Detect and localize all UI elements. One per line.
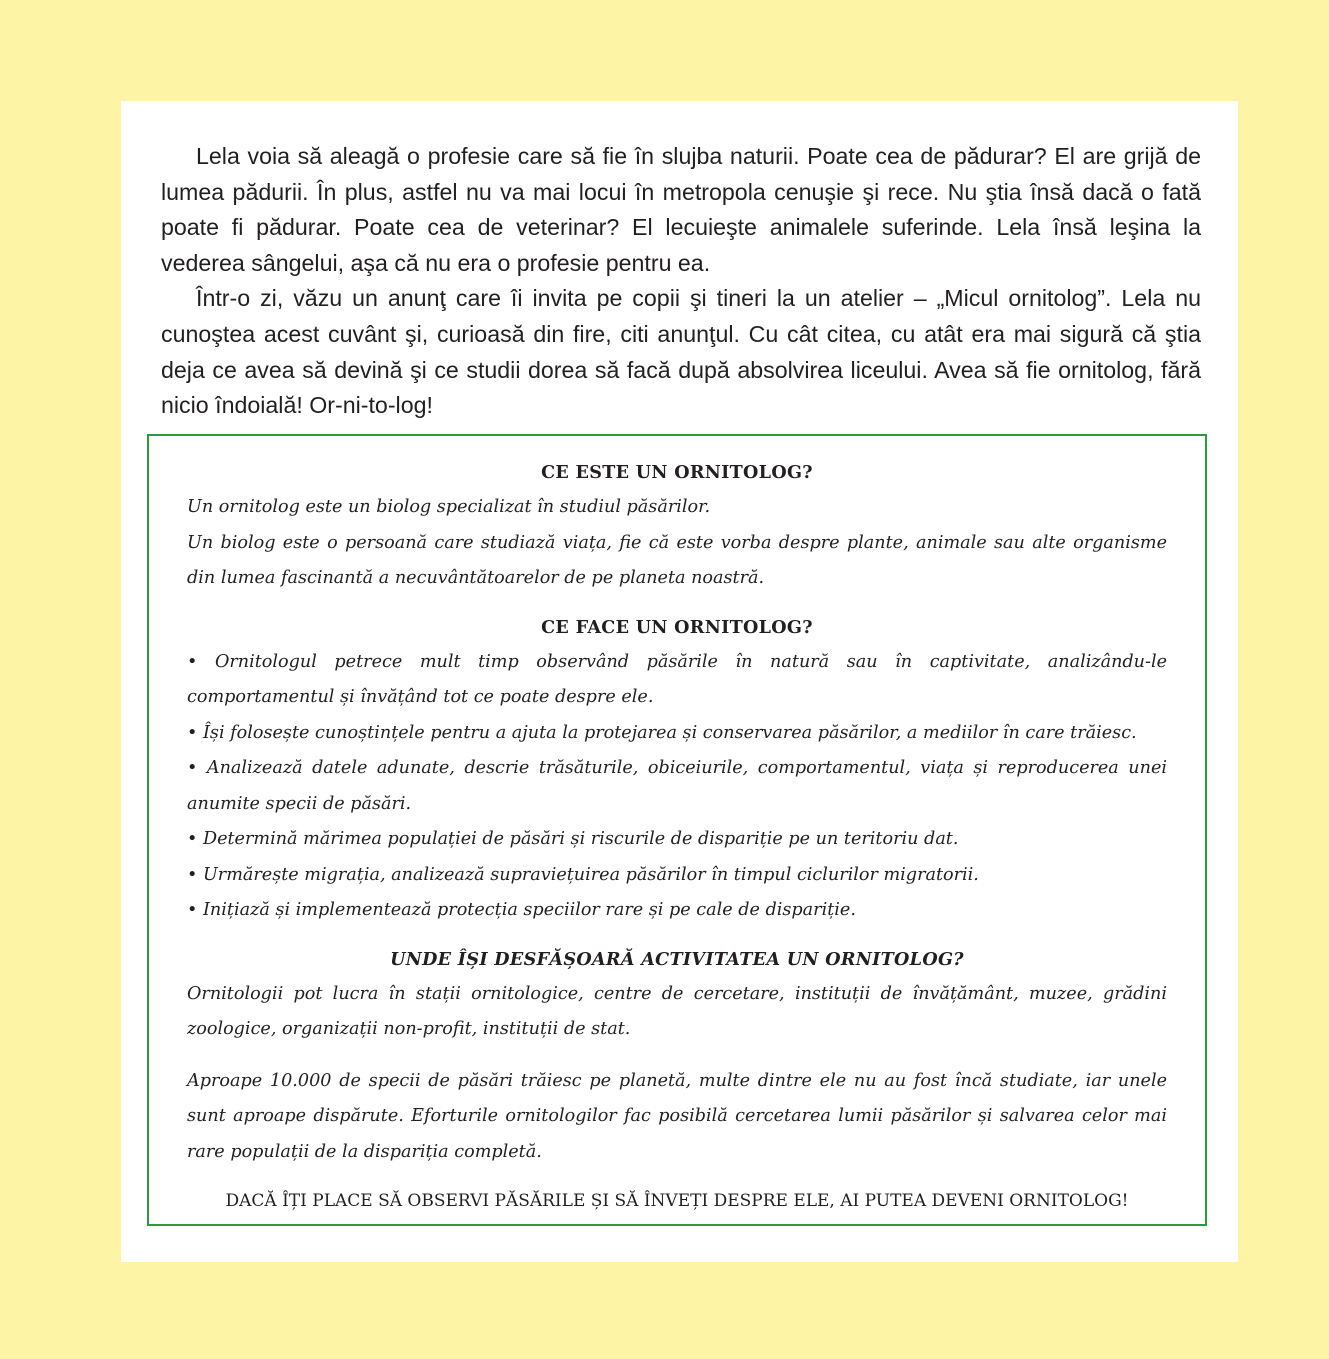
definition-ornithologist: Un ornitolog este un biolog specializat în studiul păsărilor. [187,497,711,517]
info-box [147,434,1207,1226]
section-heading-where: UNDE ÎȘI DESFĂȘOARĂ ACTIVITATEA UN ORNITOLOG? [390,948,964,970]
closing-line: DACĂ ÎȚI PLACE SĂ OBSERVI PĂSĂRILE ȘI SĂ ÎNVEȚI DESPRE ELE, AI PUTEA DEVENI ORNITOLOG! [225,1191,1129,1211]
definition-biologist: Un biolog este o persoană care studiază viața, fie că este vorba despre plante, animale sau alte organisme din lumea fascinantă a necuvântătoarelor de pe planeta noastră. [187,532,1167,588]
list-item: • Inițiază și implementează protecția speciilor rare și pe cale de dispariție. [187,900,856,920]
list-item: • Determină mărimea populației de păsări și riscurile de dispariție pe un teritoriu dat. [187,829,959,849]
section-heading-what-does: CE FACE UN ORNITOLOG? [541,616,813,638]
story-paragraph: Lela voia să aleagă o profesie care să fie în slujba naturii. Poate cea de pădurar? El are grijă de lumea pădurii. În plus, astfel nu va mai locui în metropola cenuşie şi rece. Nu ştia însă dacă o fată poate fi pădurar. Poate cea de veterinar? El lecuieşte animalele suferinde. Lela însă leşina la vederea sângelui, aşa că nu era o profesie pentru ea. [161,143,1201,276]
list-item: • Urmărește migrația, analizează supraviețuirea păsărilor în timpul ciclurilor migratorii. [187,864,979,885]
section-heading-what-is: CE ESTE UN ORNITOLOG? [541,462,813,483]
list-item: • Își folosește cunoștințele pentru a ajuta la protejarea și conservarea păsărilor, a mediilor în care trăiesc. [187,722,1137,743]
spacer [187,929,1167,943]
list-item: • Ornitologul petrece mult timp observând păsările în natură sau în captivitate, analizându-le comportamentul și învățând tot ce poate despre ele. [187,651,1167,707]
species-text: Aproape 10.000 de specii de păsări trăiesc pe planetă, multe dintre ele nu au fost încă studiate, iar unele sunt aproape dispărute. Eforturile ornitologilor fac posibilă cercetarea lumii păsărilor și salvarea celor mai rare populații de la dispariția completă. [187,1070,1167,1162]
workplaces-text: Ornitologii pot lucra în stații ornitologice, centre de cercetare, instituții de învățământ, muzee, grădini zoologice, organizații non-profit, instituții de stat. [187,983,1167,1039]
activities-list [187,645,1167,929]
page [121,101,1238,1262]
spacer [187,597,1167,611]
story-text [161,139,1201,424]
spacer [187,1170,1167,1184]
spacer [187,1048,1167,1064]
list-item: • Analizează datele adunate, descrie trăsăturile, obiceiurile, comportamentul, viața și reproducerea unei anumite specii de păsări. [187,758,1167,814]
story-paragraph: Într-o zi, văzu un anunţ care îi invita pe copii şi tineri la un atelier – „Micul ornitolog”. Lela nu cunoştea acest cuvânt şi, curioasă din fire, citi anunţul. Cu cât citea, cu atât era mai sigură că ştia deja ce avea să devină şi ce studii dorea să facă după absolvirea liceului. Avea să fie ornitolog, fără nicio îndoială! Or-ni-to-log! [161,285,1201,419]
